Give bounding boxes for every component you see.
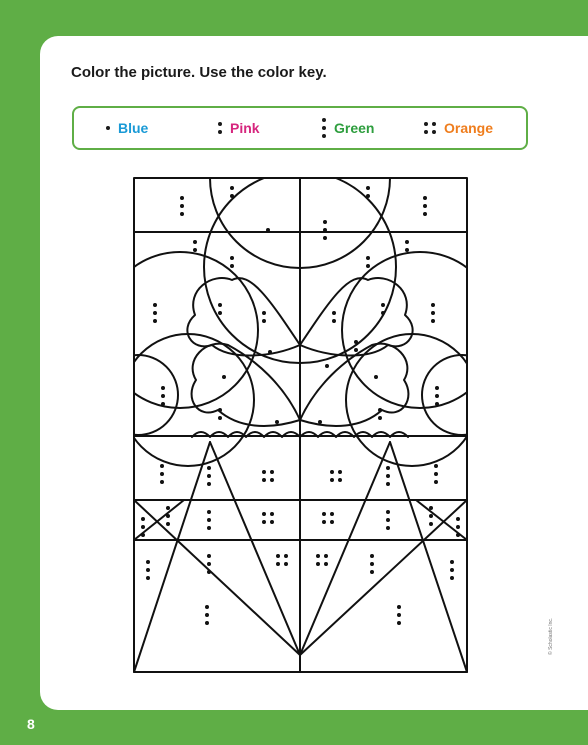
- key-label-green: Green: [334, 120, 375, 136]
- instruction-text: Color the picture. Use the color key.: [71, 64, 327, 81]
- key-label-pink: Pink: [230, 120, 260, 136]
- key-label-blue: Blue: [118, 120, 149, 136]
- copyright-notice: © Scholastic Inc.: [548, 617, 554, 655]
- key-label-orange: Orange: [444, 120, 494, 136]
- page-number: 8: [27, 716, 35, 732]
